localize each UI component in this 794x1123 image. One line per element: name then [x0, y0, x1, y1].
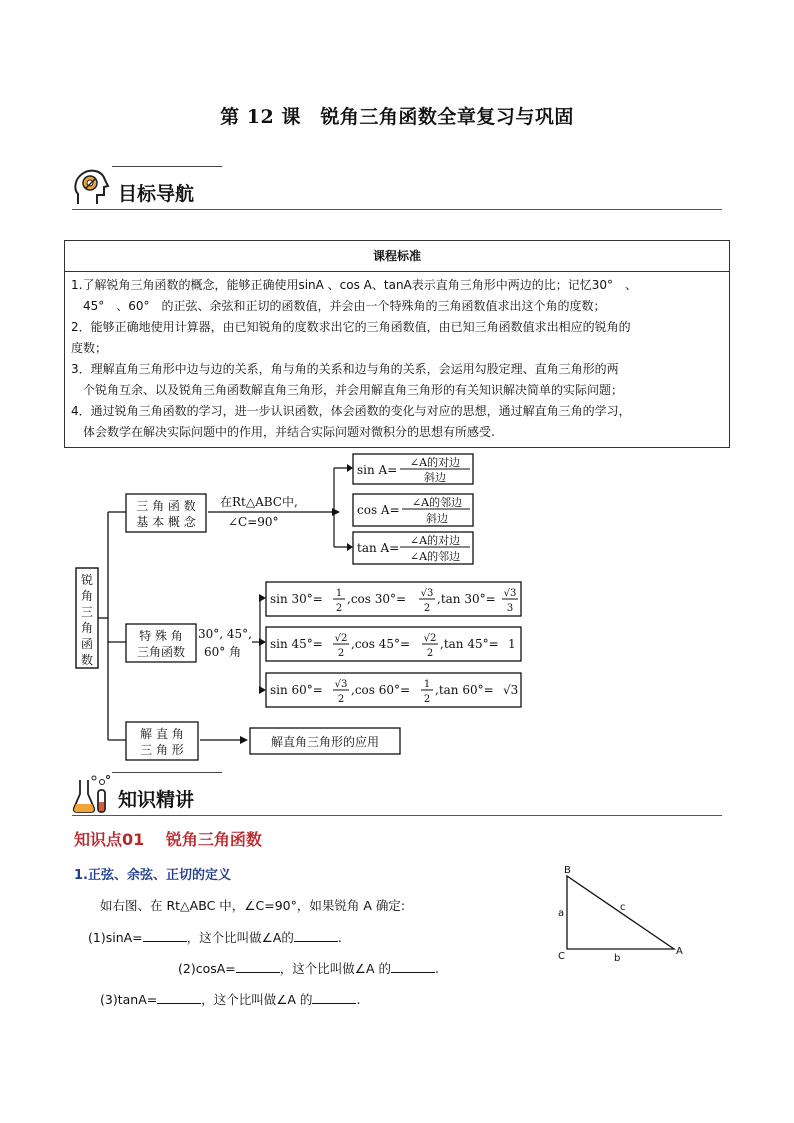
flask-icon: [72, 774, 114, 814]
side-label-a: a: [558, 908, 565, 919]
section-header-goals: [72, 166, 722, 210]
question-3: [100, 990, 360, 1008]
special-num: 1: [335, 588, 343, 599]
def-lhs: tan A=: [357, 541, 400, 555]
special-den: 2: [337, 648, 345, 659]
answer-blank[interactable]: [236, 960, 280, 973]
def-num: ∠A的对边: [409, 534, 461, 547]
page-title: 第 12 课 锐角三角函数全章复习与巩固: [220, 106, 574, 128]
section-header-knowledge: [72, 772, 722, 816]
section-title: 目标导航: [118, 183, 195, 205]
question-1: [88, 928, 342, 946]
subsection-title: 1.正弦、余弦、正切的定义: [74, 868, 231, 883]
def-num: ∠A的对边: [409, 456, 461, 469]
question-text: ，这个比叫做∠A 的: [279, 961, 391, 976]
arrow-head: [332, 508, 340, 516]
root-char: 角: [80, 589, 94, 603]
def-lhs: sin A=: [357, 463, 398, 477]
period: .: [356, 992, 361, 1007]
branch1-condition: 在Rt△ABC中,: [220, 495, 298, 509]
standard-line: 度数；: [71, 341, 108, 355]
def-den: 斜边: [426, 512, 448, 525]
question-text: ，这个比叫做∠A的: [186, 930, 294, 945]
def-num: ∠A的邻边: [411, 496, 463, 509]
special-den: 2: [426, 648, 434, 659]
header-underline: [72, 209, 722, 210]
root-char: 数: [80, 653, 94, 667]
root-char: 三: [80, 605, 94, 619]
standard-line: 个锐角互余、以及锐角三角函数解直角三角形，并会用解直角三角形的有关知识解决简单的实际问题；: [83, 383, 624, 397]
standards-table: [64, 240, 730, 448]
branch1-condition: ∠C=90°: [228, 515, 279, 529]
branch2-label: 特 殊 角: [139, 629, 183, 643]
branch1-label: 三 角 函 数: [136, 499, 196, 513]
arrow-head: [259, 638, 266, 646]
side-label-b: b: [614, 953, 621, 964]
vertex-label-b: B: [564, 865, 571, 876]
answer-blank[interactable]: [312, 991, 356, 1004]
standards-body: [65, 272, 730, 448]
question-text: ，这个比叫做∠A 的: [201, 992, 313, 1007]
def-den: 斜边: [424, 471, 446, 484]
root-char: 函: [80, 637, 94, 651]
branch2-condition: 30°, 45°,: [198, 627, 252, 641]
result-label: 解直角三角形的应用: [270, 735, 380, 749]
answer-blank[interactable]: [157, 991, 201, 1004]
period: .: [435, 961, 439, 976]
special-text: ,cos 60°=: [351, 683, 411, 697]
arrow-head: [259, 686, 266, 694]
def-den: ∠A的邻边: [409, 550, 461, 563]
period: .: [337, 930, 342, 945]
special-den: 2: [423, 694, 431, 705]
special-text: sin 60°=: [270, 683, 323, 697]
arrow-head: [259, 594, 266, 602]
intro-line: [100, 896, 405, 914]
special-num: √3: [420, 588, 434, 599]
special-den: 2: [335, 603, 343, 614]
question-text: (1)sinA=: [88, 930, 143, 945]
special-text: ,tan 45°=: [440, 637, 499, 651]
branch3-label: 三 角 形: [140, 743, 184, 757]
branch2-label: 三角函数: [136, 645, 186, 659]
special-num: √3: [334, 679, 348, 690]
section-title: 知识精讲: [118, 789, 195, 811]
special-text: ,tan 30°=: [437, 592, 496, 606]
question-text: (3)tanA=: [100, 992, 158, 1007]
branch3-label: 解 直 角: [140, 727, 184, 741]
arrow-head: [347, 464, 353, 472]
standard-line: 1.了解锐角三角函数的概念，能够正确使用sinA 、cos A、tanA表示直角三角形中两边的比；记忆30° 、: [71, 278, 638, 292]
special-den: 3: [506, 603, 514, 614]
special-den: 2: [423, 603, 431, 614]
branch2-condition: 60° 角: [204, 645, 242, 659]
special-text: sin 45°=: [270, 637, 323, 651]
branch1-label: 基 本 概 念: [136, 515, 196, 529]
vertex-label-c: C: [558, 951, 565, 962]
question-text: (2)cosA=: [178, 961, 236, 976]
vertex-label-a: A: [676, 946, 683, 957]
answer-blank[interactable]: [143, 929, 187, 942]
arrow-head: [347, 543, 353, 551]
standard-line: 45° 、60° 的正弦、余弦和正切的函数值，并会由一个特殊角的三角函数值求出这个角的度数；: [83, 299, 606, 313]
root-char: 锐: [80, 573, 94, 587]
special-num: √2: [334, 633, 348, 644]
header-rule: [112, 772, 222, 773]
right-triangle-figure: [552, 862, 692, 966]
special-text: ,cos 45°=: [351, 637, 411, 651]
answer-blank[interactable]: [294, 929, 338, 942]
arrow-head: [240, 736, 248, 744]
root-char: 角: [80, 621, 94, 635]
header-underline: [72, 815, 722, 816]
standard-line: 3．理解直角三角形中边与边的关系，角与角的关系和边与角的关系，会运用勾股定理、直角三角形的两: [71, 362, 619, 376]
standards-header: 课程标准: [65, 241, 730, 272]
special-num: √3: [503, 588, 517, 599]
def-lhs: cos A=: [357, 503, 400, 517]
standard-line: 体会数学在解决实际问题中的作用，并结合实际问题对微积分的思想有所感受.: [83, 425, 495, 439]
special-text: sin 30°=: [270, 592, 323, 606]
question-2: [178, 959, 439, 977]
concept-map: [70, 450, 530, 770]
standard-line: 4．通过锐角三角函数的学习，进一步认识函数，体会函数的变化与对应的思想，通过解直角三角的学习，: [71, 404, 631, 418]
standard-line: 2．能够正确地使用计算器，由已知锐角的度数求出它的三角函数值，由已知三角函数值求出相应的锐角的: [71, 320, 631, 334]
knowledge-point-title: 知识点01 锐角三角函数: [74, 830, 262, 849]
header-rule: [112, 166, 222, 167]
answer-blank[interactable]: [391, 960, 435, 973]
head-target-icon: [72, 168, 114, 208]
special-num: √2: [423, 633, 437, 644]
intro-text: 如右图、在 Rt△ABC 中，∠C=90°，如果锐角 A 确定:: [100, 898, 406, 913]
special-num: 1: [423, 679, 431, 690]
special-value: 1: [508, 637, 516, 651]
side-label-c: c: [620, 902, 626, 913]
special-text: ,cos 30°=: [347, 592, 407, 606]
special-den: 2: [337, 694, 345, 705]
special-text: ,tan 60°=: [435, 683, 494, 697]
special-value: √3: [503, 683, 519, 697]
